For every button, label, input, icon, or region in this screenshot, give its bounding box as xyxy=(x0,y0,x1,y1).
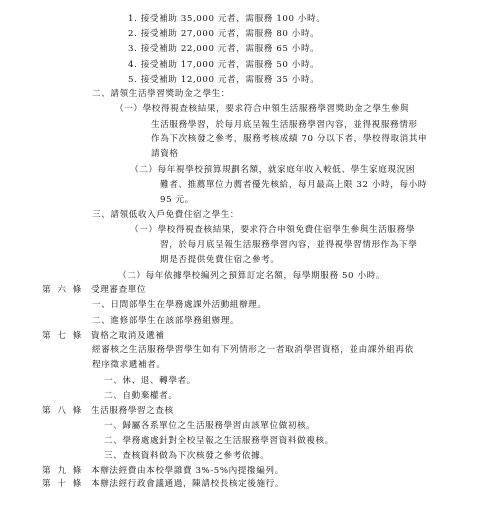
article-number: 第 六 條 xyxy=(42,285,84,295)
article-title: 本辦法經行政會議通過，陳請校長核定後施行。 xyxy=(91,479,285,489)
text-line: 3. 接受補助 22,000 元者，需服務 65 小時。 xyxy=(128,44,320,54)
article-title: 本辦法經費由本校學雜費 3%-5%內提撥編列。 xyxy=(91,466,284,476)
text-line: （二）每年視學校預算規劃名額，就家庭年收入較低、學生家庭現況困 xyxy=(130,165,416,175)
text-line: 一、歸屬各系單位之生活服務學習由該單位做初核。 xyxy=(104,421,316,431)
section-heading: 三、請領低收入戶免費住宿之學生： xyxy=(92,210,240,220)
text-line: （二）每年依據學校編列之預算訂定名額，每學期服務 50 小時。 xyxy=(118,271,386,281)
text-line: 一、休、退、轉學者。 xyxy=(104,376,196,386)
article-number: 第 八 條 xyxy=(42,406,84,416)
text-line: 二、自動棄權者。 xyxy=(104,391,178,401)
article-number: 第 十 條 xyxy=(42,479,84,489)
text-line: 一、日間部學生在學務處課外活動組辦理。 xyxy=(92,300,267,310)
article-8 xyxy=(42,406,174,417)
section-heading: 二、請領生活學習獎助金之學生： xyxy=(92,89,230,99)
text-line: 作為下次核發之參考，服務考核成績 70 分以下者，學校得取消其申 xyxy=(151,134,428,144)
text-line: 三、查核資料做為下次核發之參考依據。 xyxy=(104,451,270,461)
article-9 xyxy=(42,466,284,477)
text-line: 1. 接受補助 35,000 元者，需服務 100 小時。 xyxy=(128,14,326,24)
article-6 xyxy=(42,285,146,296)
article-title: 生活服務學習之查核 xyxy=(91,406,174,416)
text-line: 習，於每月底呈報生活服務學習內容，並得視學習情形作為下學 xyxy=(160,240,418,250)
article-10 xyxy=(42,479,284,490)
text-line: 二、進修部學生在該部學務組辦理。 xyxy=(92,316,240,326)
text-line: 難者、推薦單位力薦者優先核給，每月最高上限 32 小時，每小時 xyxy=(160,180,428,190)
article-title: 受理審查單位 xyxy=(91,285,147,295)
text-line: 請資格 xyxy=(151,149,179,159)
article-number: 第 九 條 xyxy=(42,466,84,476)
article-7 xyxy=(42,331,165,342)
article-number: 第 七 條 xyxy=(42,331,84,341)
text-line: 2. 接受補助 27,000 元者，需服務 80 小時。 xyxy=(128,29,320,39)
text-line: 生活服務學習，於每月底呈報生活服務學習內容，並得視服務情形 xyxy=(151,120,418,130)
text-line: （一）學校得視查核結果，要求符合申領生活服務學習獎助金之學生參與 xyxy=(115,104,410,114)
text-line: 經審核之生活服務學習學生如有下列情形之一者取消學習資格，並由課外組再依 xyxy=(92,345,414,355)
article-title: 資格之取消及遞補 xyxy=(91,331,165,341)
text-line: 4. 接受補助 17,000 元者，需服務 50 小時。 xyxy=(128,60,320,70)
text-line: 二、學務處處針對全校呈報之生活服務學習資料做複核。 xyxy=(104,436,334,446)
text-line: 95 元。 xyxy=(160,195,194,205)
text-line: （一）學校得視查核結果，要求符合申領免費住宿學生參與生活服務學 xyxy=(130,225,416,235)
text-line: 期是否提供免費住宿之參考。 xyxy=(160,255,280,265)
text-line: 程序徵求遞補者。 xyxy=(92,360,166,370)
text-line: 5. 接受補助 12,000 元者，需服務 35 小時。 xyxy=(128,75,320,85)
